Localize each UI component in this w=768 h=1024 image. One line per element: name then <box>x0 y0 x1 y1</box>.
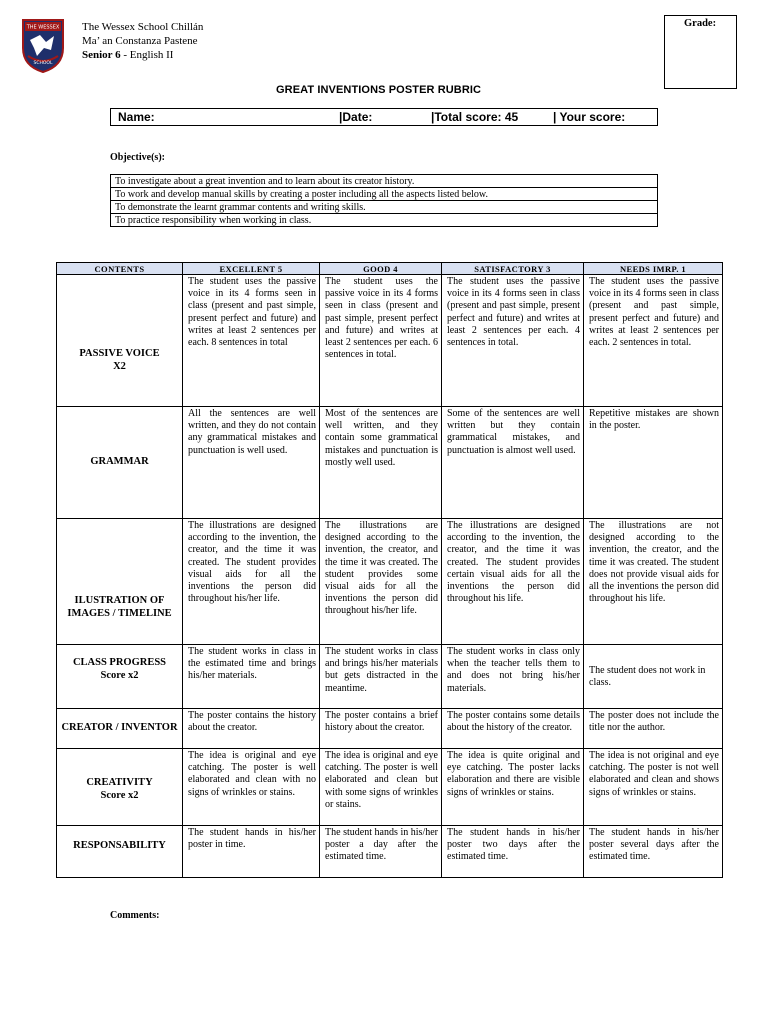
rubric-cell: Most of the sentences are well written, and they contain some grammatical mistakes and punctuation is mostly well used. <box>320 407 442 519</box>
rubric-cell: The student uses the passive voice in its 4 forms seen in class (present and past simple, present perfect and future) and writes at least 2 sentences per each. 8 sentences in total <box>183 275 320 407</box>
criterion-title: CLASS PROGRESS <box>72 657 167 668</box>
rubric-cell: The poster contains the history about the creator. <box>183 709 320 749</box>
svg-text:SCHOOL: SCHOOL <box>33 61 53 66</box>
rubric-cell: The idea is not original and eye catching. The poster is not well elaborated and clean and shows signs of wrinkles or stains. <box>584 749 723 826</box>
rubric-cell: The idea is original and eye catching. The poster is well elaborated and clean with no signs of wrinkles or stains. <box>183 749 320 826</box>
rubric-cell: The illustrations are not designed according to the invention, the creator, and the time it was created. The student does not provide visual aids for all the inventions the person did throughout his life. <box>584 519 723 645</box>
teacher-name: Ma’ an Constanza Pastene <box>82 35 198 47</box>
header-satisfactory: SATISFACTORY 3 <box>442 263 584 275</box>
rubric-row-passive-voice <box>57 275 723 407</box>
objective-row <box>111 214 658 227</box>
course-level-rest: - English II <box>120 49 174 61</box>
total-score-label: |Total score: 45 <box>431 110 519 124</box>
objective-row <box>111 201 658 214</box>
rubric-cell: All the sentences are well written, and they do not contain any grammatical mistakes and punctuation is well used. <box>183 407 320 519</box>
criterion-title: CREATIVITY <box>86 777 153 788</box>
criterion-title: ILUSTRATION OF IMAGES / TIMELINE <box>67 595 172 619</box>
rubric-cell: The student works in class only when the teacher tells them to and does not bring his/her materials. <box>442 645 584 709</box>
header-excellent: EXCELLENT 5 <box>183 263 320 275</box>
rubric-cell: The student hands in his/her poster a day after the estimated time. <box>320 826 442 878</box>
name-label: Name: <box>118 110 155 124</box>
header-good: GOOD 4 <box>320 263 442 275</box>
objective-text: To demonstrate the learnt grammar contents and writing skills. <box>111 201 658 214</box>
criterion-title: PASSIVE VOICE <box>79 348 160 359</box>
student-info-bar <box>110 108 658 126</box>
criterion-creator <box>57 709 183 749</box>
criterion-class-progress <box>57 645 183 709</box>
rubric-cell: The student hands in his/her poster two days after the estimated time. <box>442 826 584 878</box>
criterion-creativity <box>57 749 183 826</box>
rubric-cell: The illustrations are designed according to the invention, the creator, and the time it was created. The student provides visual aids for all the inventions the person did throughout his/her life. <box>183 519 320 645</box>
date-label: |Date: <box>339 110 373 124</box>
rubric-cell: The student uses the passive voice in its 4 forms seen in class (present and past simple, present perfect and future) and writes at least 2 sentences per each. 4 sentences in total. <box>442 275 584 407</box>
rubric-cell: The illustrations are designed according to the invention, the creator, and the time it was created. The student provides some visual aids for all the inventions the person did throughout his/her life. <box>320 519 442 645</box>
rubric-cell: The poster contains some details about the history of the creator. <box>442 709 584 749</box>
rubric-row-creativity <box>57 749 723 826</box>
rubric-row-class-progress <box>57 645 723 709</box>
your-score-label: | Your score: <box>553 110 626 124</box>
rubric-row-grammar <box>57 407 723 519</box>
criterion-illustration <box>57 519 183 645</box>
rubric-cell: The student works in class and brings his/her materials but gets distracted in the meantime. <box>320 645 442 709</box>
rubric-cell: The idea is quite original and eye catching. The poster lacks elaboration and there are visible signs of wrinkles or stains. <box>442 749 584 826</box>
criterion-title: GRAMMAR <box>90 456 149 468</box>
rubric-cell: Repetitive mistakes are shown in the poster. <box>584 407 723 519</box>
objective-text: To practice responsibility when working in class. <box>111 214 658 227</box>
objective-text: To work and develop manual skills by creating a poster including all the aspects listed below. <box>111 188 658 201</box>
criterion-multiplier: Score x2 <box>100 669 139 681</box>
rubric-cell: The student uses the passive voice in its 4 forms seen in class (present and past simple, present perfect and future) and writes at least 2 sentences per each. 6 sentences in total. <box>320 275 442 407</box>
course-level-bold: Senior 6 <box>82 49 121 61</box>
school-crest-logo <box>20 18 66 74</box>
rubric-cell: The student hands in his/her poster several days after the estimated time. <box>584 826 723 878</box>
course-level <box>82 48 203 62</box>
objective-row <box>111 175 658 188</box>
header-needs-improvement: NEEDS IMRP. 1 <box>584 263 723 275</box>
rubric-cell: The student works in class in the estimated time and brings his/her materials. <box>183 645 320 709</box>
objective-row <box>111 188 658 201</box>
rubric-row-creator <box>57 709 723 749</box>
criterion-multiplier: X2 <box>113 360 126 372</box>
rubric-row-responsability <box>57 826 723 878</box>
grade-box <box>664 15 737 89</box>
svg-text:THE WESSEX: THE WESSEX <box>26 24 60 31</box>
header-contents: CONTENTS <box>57 263 183 275</box>
criterion-title: RESPONSABILITY <box>73 840 166 851</box>
criterion-passive-voice <box>57 275 183 407</box>
rubric-cell: The idea is original and eye catching. The poster is well elaborated and clean but with some signs of wrinkles or stains. <box>320 749 442 826</box>
criterion-grammar <box>57 407 183 519</box>
school-info <box>82 20 203 62</box>
rubric-cell: The illustrations are designed according to the invention, the creator, and the time it was created. The student provides certain visual aids for all the inventions the person did throughout his life. <box>442 519 584 645</box>
criterion-title: CREATOR / INVENTOR <box>61 722 178 733</box>
school-name: The Wessex School Chillán <box>82 21 204 33</box>
comments-label: Comments: <box>110 910 160 921</box>
rubric-cell: The student hands in his/her poster in time. <box>183 826 320 878</box>
objective-text: To investigate about a great invention and to learn about its creator history. <box>111 175 658 188</box>
objectives-label: Objective(s): <box>110 152 165 163</box>
grade-label: Grade: <box>684 18 717 29</box>
rubric-row-illustration <box>57 519 723 645</box>
rubric-table <box>56 262 723 878</box>
rubric-header-row <box>57 263 723 275</box>
criterion-responsability <box>57 826 183 878</box>
criterion-multiplier: Score x2 <box>100 789 139 801</box>
page-title: GREAT INVENTIONS POSTER RUBRIC <box>276 84 482 96</box>
rubric-cell: The poster does not include the title nor the author. <box>584 709 723 749</box>
rubric-cell: The student does not work in class. <box>584 645 723 709</box>
rubric-cell: The poster contains a brief history about the creator. <box>320 709 442 749</box>
objectives-table <box>110 174 658 227</box>
rubric-cell: Some of the sentences are well written but they contain grammatical mistakes, and punctuation is almost well used. <box>442 407 584 519</box>
rubric-cell: The student uses the passive voice in its 4 forms seen in class (present and past simple, present perfect and future) and writes at least 2 sentences per each. 2 sentences in total. <box>584 275 723 407</box>
